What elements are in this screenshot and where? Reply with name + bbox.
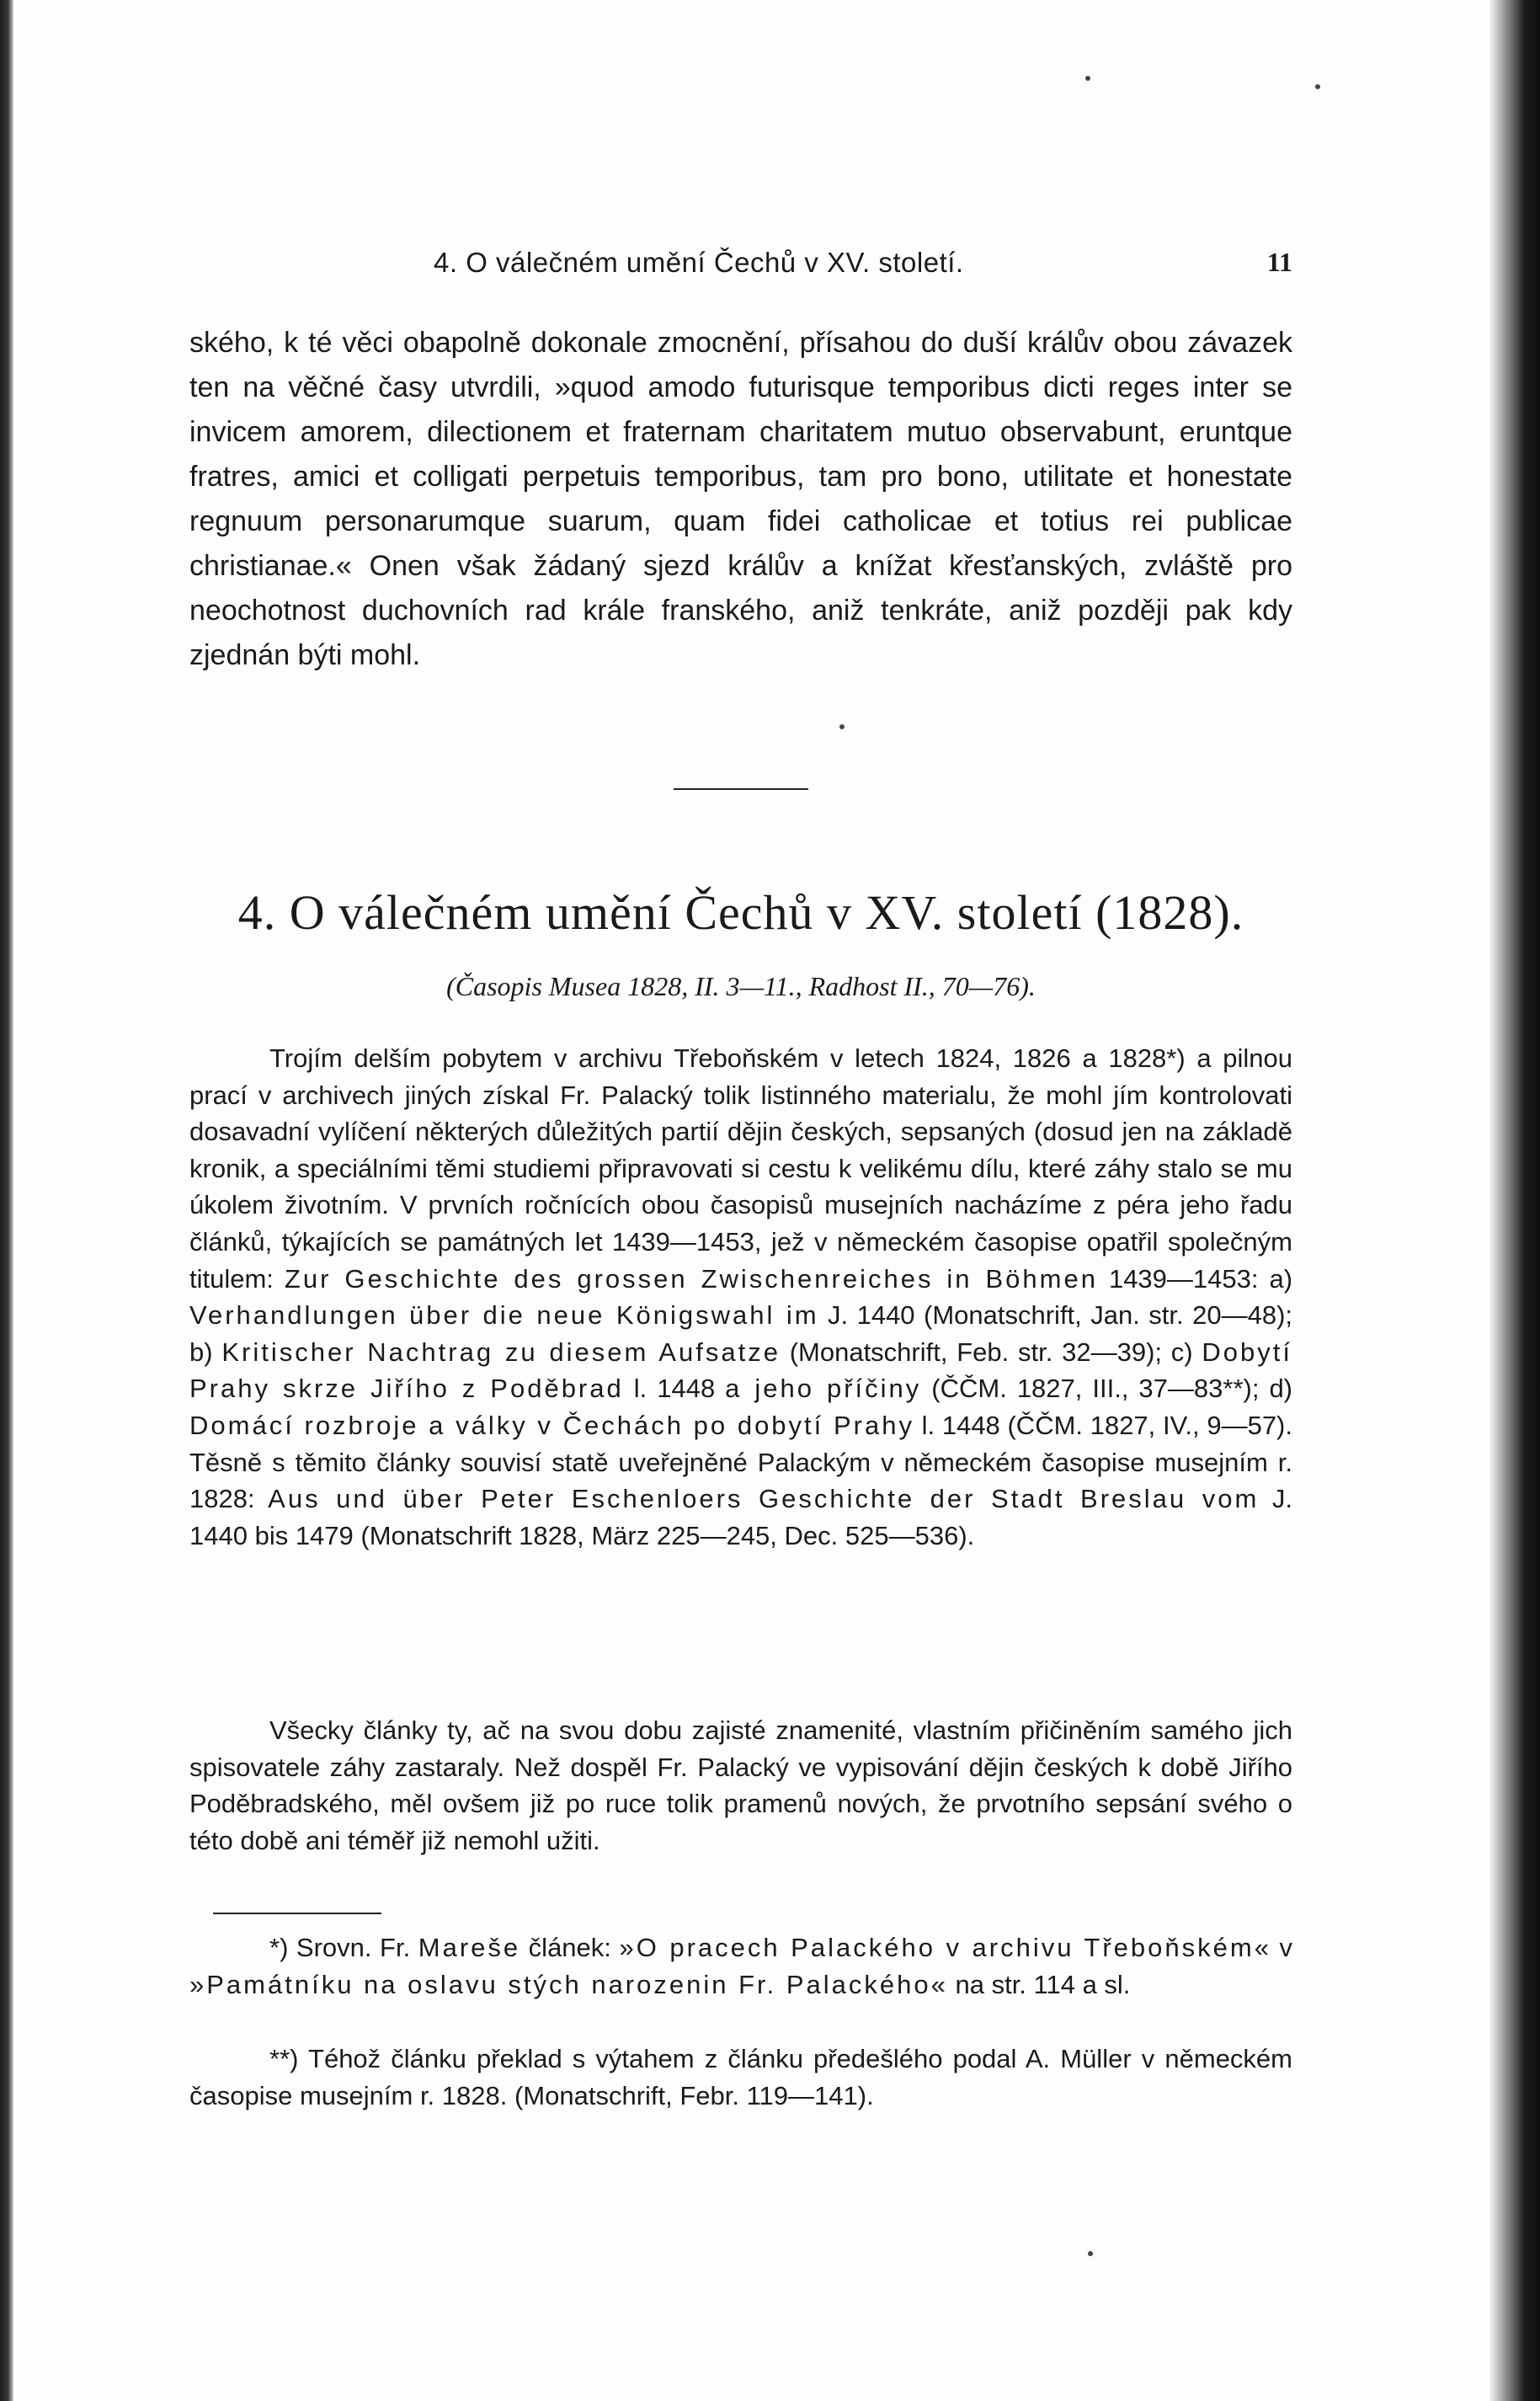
p1-text-e: J. 1440 (Monatschrift, Jan. str. 20—48); b)	[189, 1300, 1293, 1367]
scan-left-edge	[0, 0, 13, 2401]
section-paragraph-1	[189, 1040, 1292, 1554]
p1-text-k: (ČČM. 1827, III., 37—83**); d)	[921, 1374, 1293, 1404]
page-number: 11	[1266, 247, 1292, 277]
footnote-rule	[213, 1913, 381, 1914]
p1-text-m: l. 1448 (ČČM. 1827, IV., 9—57). Těsně s těmito články souvisí statě uveřejněné Palackým v německém časopise musejním r. 1828:	[189, 1410, 1292, 1514]
section-title: 4. O válečném umění Čechů v XV. století (1828).	[237, 885, 1244, 940]
fn1-article-title: »O pracech Palackého v archivu Třeboňském«	[619, 1933, 1271, 1962]
fn1-author: Mareše	[418, 1933, 521, 1962]
p1-title-kritischer-nachtrag: Kritischer Nachtrag zu diesem Aufsatze	[221, 1337, 781, 1367]
continuation-paragraph: ského, k té věci obapolně dokonale zmocnění, přísahou do duší králův obou závazek ten na věčné časy utvrdili, »quod amodo futurisque temporibus dicti reges inter se invicem amorem, dilectionem et fraternam charitatem mutuo observabunt, eruntque fratres, amici et colligati perpetuis temporibus, tam pro bono, utilitate et honestate regnuum personarumque suarum, quam fidei catholicae et totius rei publicae christianae.« Onen však žádaný sjezd králův a knížat křesťanských, zvláště pro neochotnost duchovních rad krále franského, aniž tenkráte, aniž později pak kdy zjednán býti mohl.	[189, 327, 1292, 671]
scan-right-edge	[1489, 0, 1540, 2401]
p1-title-zur-geschichte: Zur Geschichte des grossen Zwischenreiches in Böhmen	[284, 1263, 1098, 1294]
fn1-publication-title: »Památníku na oslavu stých narozenin Fr. Palackého«	[189, 1970, 948, 1999]
fn1-text-g: na str. 114 a sl.	[947, 1970, 1131, 1999]
footnote-1	[189, 1929, 1292, 2004]
p1-text-a: Trojím delším pobytem v archivu Třeboňském v letech 1824, 1826 a 1828*) a pilnou prací v archivech jiných získal Fr. Palacký tolik listinného materialu, že mohl jím kontrolovati dosavadní vylíčení některých důležitých partií dějin českých, sepsaných (dosud jen na základě kronik, a speciálními těmi studiemi připravovati si cestu k velikému dílu, které záhy stalo se mu úkolem životním. V prvních ročnících obou časopisů musejních nacházíme z péra jeho řadu článků, týkajících se památných let 1439—1453, jež v německém časopise opatřil společným titulem:	[189, 1043, 1292, 1294]
fn1-text-e: v	[1271, 1933, 1293, 1962]
running-head-title: 4. O válečném umění Čechů v XV. století.	[434, 247, 964, 278]
section-paragraph-2: Všecky články ty, ač na svou dobu zajisté znamenité, vlastním přičiněním samého jich spisovatele záhy zastaraly. Než dospěl Fr. Palacký ve vypisování dějin českých k době Jiřího Poděbradského, měl ovšem již po ruce tolik pramenů nových, že prvotního sepsání svého o této době ani téměř již nemohl užiti.	[189, 1715, 1292, 1855]
p1-text-g: (Monatschrift, Feb. str. 32—39); c)	[780, 1337, 1202, 1367]
scan-speck	[1315, 84, 1320, 89]
section-source: (Časopis Musea 1828, II. 3—11., Radhost II., 70—76).	[446, 971, 1036, 1001]
p1-title-dobyti-prahy: Dobytí Prahy skrze Jiřího z Poděbrad	[189, 1337, 1292, 1404]
scan-speck	[1088, 2251, 1093, 2256]
p1-title-eschenloer: Aus und über Peter Eschenloers Geschichte der Stadt Breslau vom	[268, 1484, 1260, 1514]
footnote-2: **) Téhož článku překlad s výtahem z článku předešlého podal A. Müller v německém časopise musejním r. 1828. (Monatschrift, Febr. 119—141).	[189, 2044, 1292, 2110]
fn1-text-a: *) Srovn. Fr.	[269, 1933, 418, 1962]
section-divider	[674, 788, 808, 790]
p1-text-i: l. 1448	[623, 1374, 726, 1404]
fn1-text-c: článek:	[520, 1933, 620, 1962]
scan-speck	[1085, 76, 1090, 81]
scan-speck	[839, 724, 845, 729]
p1-title-domaci-rozbroje: Domácí rozbroje a války v Čechách po dobytí Prahy	[189, 1410, 914, 1440]
running-head	[189, 247, 1292, 289]
p1-text-o: J. 1440 bis 1479 (Monatschrift 1828, März 225—245, Dec. 525—536).	[189, 1484, 1292, 1550]
p1-title-verhandlungen: Verhandlungen über die neue Königswahl im	[189, 1300, 819, 1331]
p1-title-a-jeho-priciny: a jeho příčiny	[725, 1374, 922, 1404]
p1-text-c: 1439—1453: a)	[1097, 1263, 1293, 1294]
